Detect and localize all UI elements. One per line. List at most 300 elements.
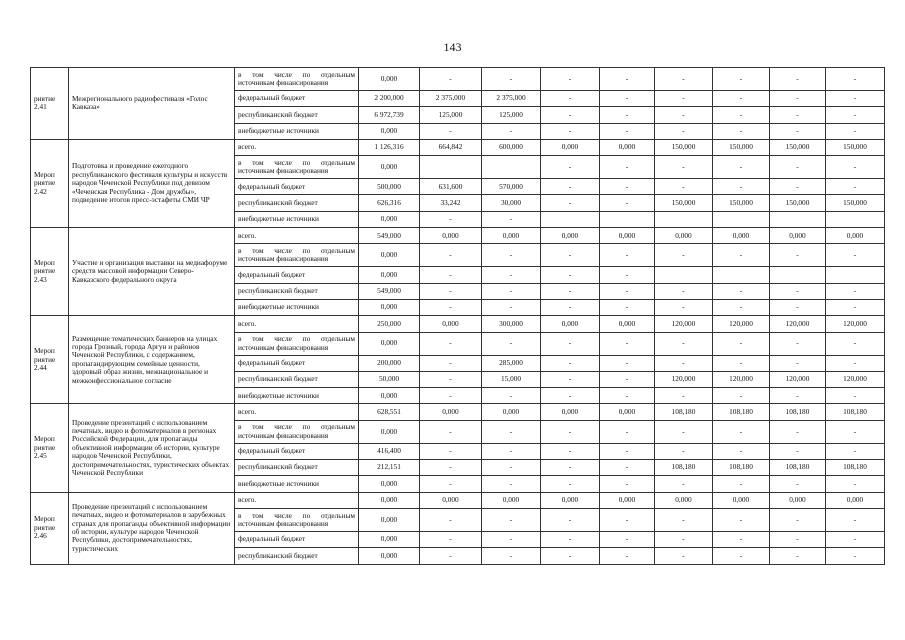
- amount-cell: 0,000: [359, 123, 420, 139]
- amount-cell: 250,000: [359, 316, 420, 332]
- amount-cell: -: [770, 123, 826, 139]
- amount-cell: -: [420, 548, 482, 564]
- amount-cell: -: [482, 332, 541, 355]
- amount-cell: 500,000: [359, 179, 420, 195]
- funding-source: в том числе по отдельным источникам финансирования: [235, 156, 359, 179]
- amount-cell: 120,000: [826, 371, 885, 387]
- amount-cell: 150,000: [770, 195, 826, 211]
- amount-cell: -: [420, 299, 482, 315]
- amount-cell: -: [482, 283, 541, 299]
- amount-cell: 0,000: [826, 492, 885, 508]
- amount-cell: -: [420, 460, 482, 476]
- amount-cell: -: [541, 91, 600, 107]
- page-number: 143: [443, 40, 462, 54]
- amount-cell: -: [826, 355, 885, 371]
- amount-cell: -: [541, 388, 600, 404]
- amount-cell: -: [770, 548, 826, 564]
- amount-cell: -: [600, 460, 655, 476]
- funding-source: всего.: [235, 316, 359, 332]
- amount-cell: 549,000: [359, 283, 420, 299]
- amount-cell: 0,000: [541, 139, 600, 155]
- funding-source: в том числе по отдельным источникам финансирования: [235, 508, 359, 531]
- amount-cell: -: [600, 283, 655, 299]
- amount-cell: 628,551: [359, 404, 420, 420]
- activity-name: Проведение презентаций с использованием печатных, видео и фотоматериалов в регионах Российской Федерации, для пропаганды объективной информации об истории, культуре народов Чеченской Республики, достопримечательностях, туристических объектах Чеченской Республики: [69, 404, 235, 492]
- amount-cell: -: [655, 107, 713, 123]
- amount-cell: 0,000: [770, 492, 826, 508]
- amount-cell: 0,000: [541, 492, 600, 508]
- amount-cell: 0,000: [359, 420, 420, 443]
- funding-source: республиканский бюджет: [235, 460, 359, 476]
- amount-cell: -: [541, 123, 600, 139]
- amount-cell: -: [655, 388, 713, 404]
- amount-cell: 50,000: [359, 371, 420, 387]
- amount-cell: [420, 156, 482, 179]
- amount-cell: -: [770, 68, 826, 91]
- funding-source: внебюджетные источники: [235, 476, 359, 492]
- amount-cell: -: [770, 332, 826, 355]
- amount-cell: 200,000: [359, 355, 420, 371]
- amount-cell: 549,000: [359, 228, 420, 244]
- amount-cell: 664,842: [420, 139, 482, 155]
- amount-cell: -: [713, 283, 770, 299]
- funding-source: федеральный бюджет: [235, 267, 359, 283]
- amount-cell: -: [541, 68, 600, 91]
- amount-cell: 416,400: [359, 443, 420, 459]
- funding-source: всего.: [235, 492, 359, 508]
- amount-cell: -: [482, 299, 541, 315]
- amount-cell: -: [655, 548, 713, 564]
- activity-number: Мероп риятие 2.46: [31, 492, 69, 564]
- amount-cell: 0,000: [420, 316, 482, 332]
- amount-cell: 0,000: [359, 211, 420, 227]
- amount-cell: -: [770, 476, 826, 492]
- amount-cell: -: [482, 420, 541, 443]
- amount-cell: 0,000: [600, 492, 655, 508]
- amount-cell: -: [770, 508, 826, 531]
- amount-cell: -: [713, 420, 770, 443]
- amount-cell: -: [482, 388, 541, 404]
- amount-cell: -: [482, 211, 541, 227]
- amount-cell: -: [770, 156, 826, 179]
- amount-cell: -: [420, 244, 482, 267]
- amount-cell: 0,000: [420, 492, 482, 508]
- amount-cell: 0,000: [420, 228, 482, 244]
- amount-cell: 0,000: [359, 508, 420, 531]
- amount-cell: -: [826, 156, 885, 179]
- amount-cell: 150,000: [826, 195, 885, 211]
- amount-cell: 0,000: [826, 228, 885, 244]
- table-row: [31, 404, 885, 420]
- amount-cell: 150,000: [713, 195, 770, 211]
- amount-cell: -: [655, 156, 713, 179]
- amount-cell: -: [600, 179, 655, 195]
- amount-cell: -: [770, 443, 826, 459]
- amount-cell: -: [420, 476, 482, 492]
- activity-number: Мероп риятие 2.45: [31, 404, 69, 492]
- amount-cell: 108,180: [655, 404, 713, 420]
- amount-cell: -: [420, 211, 482, 227]
- amount-cell: 33,242: [420, 195, 482, 211]
- amount-cell: 0,000: [541, 316, 600, 332]
- amount-cell: 0,000: [359, 332, 420, 355]
- amount-cell: 0,000: [359, 267, 420, 283]
- amount-cell: 0,000: [541, 228, 600, 244]
- amount-cell: -: [541, 107, 600, 123]
- amount-cell: -: [600, 355, 655, 371]
- amount-cell: -: [600, 371, 655, 387]
- amount-cell: -: [655, 420, 713, 443]
- amount-cell: -: [600, 476, 655, 492]
- amount-cell: -: [713, 107, 770, 123]
- amount-cell: 0,000: [770, 228, 826, 244]
- table-row: [31, 492, 885, 508]
- amount-cell: 0,000: [359, 548, 420, 564]
- funding-source: внебюджетные источники: [235, 123, 359, 139]
- table-row: [31, 316, 885, 332]
- activity-name: Подготовка и проведение ежегодного республиканского фестиваля культуры и искусств народов Чеченской Республики под девизом «Чеченская Республика - Дом дружбы», подведение итогов пресс-эстафеты СМИ ЧР: [69, 139, 235, 227]
- amount-cell: 0,000: [359, 156, 420, 179]
- amount-cell: -: [826, 283, 885, 299]
- amount-cell: 120,000: [770, 371, 826, 387]
- amount-cell: 0,000: [713, 228, 770, 244]
- funding-table: [30, 67, 885, 565]
- amount-cell: -: [600, 420, 655, 443]
- amount-cell: -: [600, 443, 655, 459]
- table-row: [31, 228, 885, 244]
- amount-cell: -: [655, 68, 713, 91]
- amount-cell: -: [482, 123, 541, 139]
- funding-source: федеральный бюджет: [235, 179, 359, 195]
- amount-cell: -: [826, 476, 885, 492]
- amount-cell: -: [541, 508, 600, 531]
- amount-cell: -: [541, 531, 600, 547]
- amount-cell: 108,180: [770, 404, 826, 420]
- activity-name: Межрегионального радиофестиваля «Голос Кавказа»: [69, 68, 235, 140]
- amount-cell: -: [541, 156, 600, 179]
- amount-cell: 120,000: [770, 316, 826, 332]
- amount-cell: -: [541, 299, 600, 315]
- amount-cell: -: [541, 460, 600, 476]
- activity-name: Проведение презентаций с использованием печатных, видео и фотоматериалов в зарубежных странах для пропаганды объективной информации об истории, культуре народов Чеченской Республики, достопримечательностях, туристических: [69, 492, 235, 564]
- funding-source: республиканский бюджет: [235, 371, 359, 387]
- amount-cell: 30,000: [482, 195, 541, 211]
- amount-cell: [826, 267, 885, 283]
- funding-source: республиканский бюджет: [235, 107, 359, 123]
- amount-cell: -: [655, 332, 713, 355]
- amount-cell: 285,000: [482, 355, 541, 371]
- amount-cell: 2 375,000: [420, 91, 482, 107]
- funding-source: внебюджетные источники: [235, 299, 359, 315]
- amount-cell: 0,000: [482, 492, 541, 508]
- amount-cell: 108,180: [826, 460, 885, 476]
- amount-cell: -: [420, 283, 482, 299]
- amount-cell: 1 126,316: [359, 139, 420, 155]
- amount-cell: -: [826, 244, 885, 267]
- amount-cell: 0,000: [359, 299, 420, 315]
- amount-cell: -: [420, 68, 482, 91]
- amount-cell: -: [600, 156, 655, 179]
- amount-cell: 150,000: [655, 139, 713, 155]
- amount-cell: -: [770, 91, 826, 107]
- amount-cell: -: [600, 531, 655, 547]
- amount-cell: -: [420, 332, 482, 355]
- funding-source: в том числе по отдельным источникам финансирования: [235, 332, 359, 355]
- amount-cell: -: [541, 476, 600, 492]
- amount-cell: 150,000: [770, 139, 826, 155]
- amount-cell: 125,000: [420, 107, 482, 123]
- amount-cell: -: [770, 420, 826, 443]
- amount-cell: -: [655, 476, 713, 492]
- amount-cell: -: [541, 371, 600, 387]
- amount-cell: -: [482, 460, 541, 476]
- funding-source: республиканский бюджет: [235, 195, 359, 211]
- amount-cell: -: [826, 531, 885, 547]
- amount-cell: -: [713, 179, 770, 195]
- amount-cell: 0,000: [482, 228, 541, 244]
- amount-cell: -: [600, 68, 655, 91]
- amount-cell: -: [420, 531, 482, 547]
- amount-cell: -: [420, 123, 482, 139]
- funding-source: внебюджетные источники: [235, 388, 359, 404]
- funding-source: всего.: [235, 139, 359, 155]
- amount-cell: -: [600, 244, 655, 267]
- amount-cell: -: [826, 420, 885, 443]
- amount-cell: -: [600, 91, 655, 107]
- funding-source: внебюджетные источники: [235, 211, 359, 227]
- amount-cell: 108,180: [770, 460, 826, 476]
- amount-cell: -: [420, 267, 482, 283]
- amount-cell: 120,000: [713, 316, 770, 332]
- amount-cell: [770, 211, 826, 227]
- amount-cell: -: [770, 531, 826, 547]
- amount-cell: 0,000: [655, 228, 713, 244]
- amount-cell: -: [770, 283, 826, 299]
- amount-cell: -: [600, 107, 655, 123]
- amount-cell: -: [482, 508, 541, 531]
- funding-source: в том числе по отдельным источникам финансирования: [235, 420, 359, 443]
- amount-cell: 0,000: [541, 404, 600, 420]
- funding-source: всего.: [235, 228, 359, 244]
- amount-cell: -: [713, 476, 770, 492]
- amount-cell: 125,000: [482, 107, 541, 123]
- amount-cell: [826, 211, 885, 227]
- amount-cell: -: [420, 420, 482, 443]
- funding-source: в том числе по отдельным источникам финансирования: [235, 244, 359, 267]
- amount-cell: 626,316: [359, 195, 420, 211]
- activity-number: риятие 2.41: [31, 68, 69, 140]
- amount-cell: -: [541, 179, 600, 195]
- amount-cell: -: [770, 244, 826, 267]
- amount-cell: 631,600: [420, 179, 482, 195]
- activity-number: Мероп риятие 2.44: [31, 316, 69, 404]
- amount-cell: -: [770, 107, 826, 123]
- amount-cell: -: [655, 508, 713, 531]
- amount-cell: -: [713, 91, 770, 107]
- amount-cell: -: [600, 195, 655, 211]
- amount-cell: 0,000: [420, 404, 482, 420]
- amount-cell: -: [600, 299, 655, 315]
- amount-cell: 120,000: [713, 371, 770, 387]
- amount-cell: -: [826, 508, 885, 531]
- amount-cell: -: [420, 371, 482, 387]
- table-row: [31, 68, 885, 91]
- table-row: [31, 139, 885, 155]
- amount-cell: 120,000: [826, 316, 885, 332]
- amount-cell: -: [482, 68, 541, 91]
- amount-cell: 0,000: [359, 388, 420, 404]
- amount-cell: 120,000: [655, 371, 713, 387]
- amount-cell: 6 972,739: [359, 107, 420, 123]
- amount-cell: -: [482, 443, 541, 459]
- amount-cell: 0,000: [359, 244, 420, 267]
- amount-cell: 150,000: [655, 195, 713, 211]
- amount-cell: -: [826, 443, 885, 459]
- activity-number: Мероп риятие 2.42: [31, 139, 69, 227]
- amount-cell: -: [541, 283, 600, 299]
- amount-cell: -: [420, 443, 482, 459]
- amount-cell: -: [541, 332, 600, 355]
- amount-cell: -: [826, 179, 885, 195]
- amount-cell: [482, 156, 541, 179]
- amount-cell: -: [541, 355, 600, 371]
- activity-name: Размещение тематических баннеров на улицах города Грозный, города Аргун и районов Чеченской Республики, с содержанием, пропагандирующим семейные ценности, здоровый образ жизни, межнациональное и межконфессиональное согласие: [69, 316, 235, 404]
- amount-cell: -: [713, 443, 770, 459]
- amount-cell: 300,000: [482, 316, 541, 332]
- amount-cell: -: [541, 420, 600, 443]
- funding-source: федеральный бюджет: [235, 355, 359, 371]
- amount-cell: -: [655, 244, 713, 267]
- amount-cell: -: [600, 332, 655, 355]
- amount-cell: -: [482, 531, 541, 547]
- amount-cell: -: [826, 91, 885, 107]
- amount-cell: [600, 211, 655, 227]
- amount-cell: 570,000: [482, 179, 541, 195]
- amount-cell: -: [600, 508, 655, 531]
- amount-cell: -: [655, 299, 713, 315]
- amount-cell: 150,000: [713, 139, 770, 155]
- amount-cell: 212,151: [359, 460, 420, 476]
- amount-cell: -: [482, 244, 541, 267]
- amount-cell: 0,000: [359, 492, 420, 508]
- amount-cell: -: [655, 443, 713, 459]
- amount-cell: -: [713, 508, 770, 531]
- amount-cell: -: [713, 548, 770, 564]
- amount-cell: -: [600, 123, 655, 139]
- amount-cell: 120,000: [655, 316, 713, 332]
- amount-cell: -: [655, 531, 713, 547]
- funding-source: федеральный бюджет: [235, 443, 359, 459]
- amount-cell: 0,000: [600, 228, 655, 244]
- amount-cell: 150,000: [826, 139, 885, 155]
- amount-cell: -: [713, 244, 770, 267]
- amount-cell: -: [541, 195, 600, 211]
- amount-cell: -: [713, 123, 770, 139]
- amount-cell: -: [420, 388, 482, 404]
- funding-source: всего.: [235, 404, 359, 420]
- amount-cell: -: [713, 68, 770, 91]
- amount-cell: -: [826, 332, 885, 355]
- amount-cell: -: [826, 107, 885, 123]
- activity-number: Мероп риятие 2.43: [31, 228, 69, 316]
- amount-cell: 600,000: [482, 139, 541, 155]
- amount-cell: -: [826, 548, 885, 564]
- funding-source: в том числе по отдельным источникам финансирования: [235, 68, 359, 91]
- amount-cell: -: [655, 283, 713, 299]
- amount-cell: -: [770, 388, 826, 404]
- amount-cell: [713, 211, 770, 227]
- amount-cell: 0,000: [655, 492, 713, 508]
- amount-cell: -: [482, 548, 541, 564]
- amount-cell: -: [713, 531, 770, 547]
- amount-cell: -: [655, 123, 713, 139]
- amount-cell: 0,000: [482, 404, 541, 420]
- amount-cell: -: [420, 508, 482, 531]
- amount-cell: 108,180: [713, 404, 770, 420]
- funding-source: республиканский бюджет: [235, 548, 359, 564]
- amount-cell: -: [826, 299, 885, 315]
- amount-cell: 2 200,000: [359, 91, 420, 107]
- amount-cell: -: [541, 244, 600, 267]
- amount-cell: -: [713, 156, 770, 179]
- amount-cell: 0,000: [600, 316, 655, 332]
- amount-cell: -: [600, 388, 655, 404]
- amount-cell: 0,000: [359, 476, 420, 492]
- amount-cell: [713, 267, 770, 283]
- amount-cell: -: [541, 443, 600, 459]
- amount-cell: -: [713, 388, 770, 404]
- amount-cell: 0,000: [359, 68, 420, 91]
- amount-cell: [655, 211, 713, 227]
- amount-cell: -: [770, 299, 826, 315]
- amount-cell: -: [826, 123, 885, 139]
- activity-name: Участие и организация выставки на медиафоруме средств массовой информации Северо-Кавказского федерального округа: [69, 228, 235, 316]
- amount-cell: 108,180: [713, 460, 770, 476]
- funding-source: федеральный бюджет: [235, 91, 359, 107]
- amount-cell: -: [826, 68, 885, 91]
- amount-cell: -: [713, 299, 770, 315]
- amount-cell: -: [482, 476, 541, 492]
- amount-cell: [541, 211, 600, 227]
- amount-cell: -: [655, 355, 713, 371]
- funding-source: республиканский бюджет: [235, 283, 359, 299]
- amount-cell: -: [541, 548, 600, 564]
- amount-cell: 0,000: [713, 492, 770, 508]
- amount-cell: [770, 267, 826, 283]
- amount-cell: -: [826, 388, 885, 404]
- amount-cell: -: [482, 267, 541, 283]
- amount-cell: 108,180: [655, 460, 713, 476]
- amount-cell: [655, 267, 713, 283]
- amount-cell: -: [770, 179, 826, 195]
- amount-cell: -: [655, 179, 713, 195]
- funding-source: федеральный бюджет: [235, 531, 359, 547]
- amount-cell: 2 375,000: [482, 91, 541, 107]
- amount-cell: -: [655, 91, 713, 107]
- amount-cell: -: [713, 355, 770, 371]
- amount-cell: -: [600, 548, 655, 564]
- amount-cell: -: [713, 332, 770, 355]
- amount-cell: -: [600, 267, 655, 283]
- amount-cell: 0,000: [600, 139, 655, 155]
- amount-cell: -: [770, 355, 826, 371]
- amount-cell: -: [420, 355, 482, 371]
- amount-cell: 0,000: [600, 404, 655, 420]
- amount-cell: -: [541, 267, 600, 283]
- amount-cell: 108,180: [826, 404, 885, 420]
- amount-cell: 15,000: [482, 371, 541, 387]
- amount-cell: 0,000: [359, 531, 420, 547]
